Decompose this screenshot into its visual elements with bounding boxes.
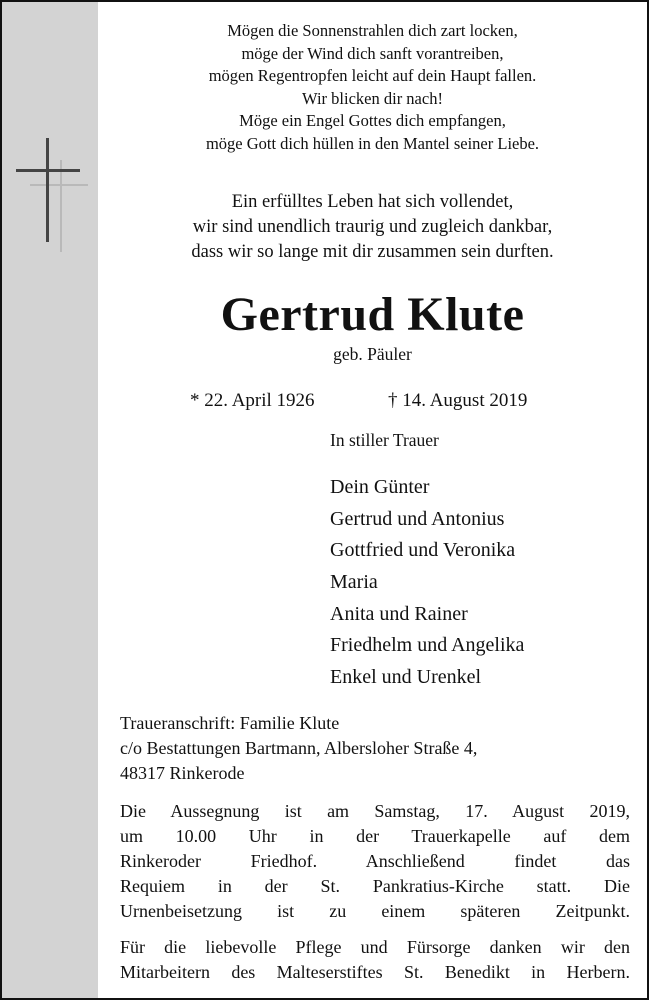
mourner: Friedhelm und Angelika <box>330 634 525 657</box>
service-line: um 10.00 Uhr in der Trauerkapelle auf dem <box>120 826 630 846</box>
mourners-list <box>330 472 524 694</box>
poem-line: Möge ein Engel Gottes dich empfangen, <box>239 111 506 130</box>
mourning-label: In stiller Trauer <box>330 430 439 450</box>
tribute-line: Ein erfülltes Leben hat sich vollendet, <box>231 192 514 212</box>
deceased-name: Gertrud Klute <box>220 288 525 341</box>
death-date: † 14. August 2019 <box>388 390 528 411</box>
service-line: Requiem in der St. Pankratius-Kirche statt. Die <box>120 876 630 896</box>
address-line: 48317 Rinkerode <box>120 763 245 783</box>
thanks-line: Mitarbeitern des Malteserstiftes St. Benedikt in Herbern. <box>120 962 630 982</box>
content-area <box>98 2 647 998</box>
service-line: Die Aussegnung ist am Samstag, 17. August 2019, <box>120 801 630 821</box>
mourner: Anita und Rainer <box>330 602 468 625</box>
mourner: Enkel und Urenkel <box>330 666 482 689</box>
mourner: Gertrud und Antonius <box>330 507 505 530</box>
mourning-address <box>120 711 477 786</box>
maiden-name: geb. Päuler <box>333 344 412 364</box>
thanks-note <box>120 935 630 985</box>
thanks-line: Für die liebevolle Pflege und Fürsorge danken wir den <box>120 937 630 957</box>
cross-icon <box>12 138 92 258</box>
tribute <box>98 190 647 265</box>
tribute-line: wir sind unendlich traurig und zugleich dankbar, <box>192 217 553 237</box>
poem <box>98 20 647 155</box>
birth-date: * 22. April 1926 <box>190 390 315 411</box>
poem-line: möge Gott dich hüllen in den Mantel seiner Liebe. <box>205 133 540 153</box>
address-line: Traueranschrift: Familie Klute <box>120 713 340 733</box>
tribute-line: dass wir so lange mit dir zusammen sein durften. <box>191 242 554 262</box>
service-line: Urnenbeisetzung ist zu einem späteren Zeitpunkt. <box>120 901 630 921</box>
poem-line: Mögen die Sonnenstrahlen dich zart locken, <box>227 21 518 40</box>
mourner: Dein Günter <box>330 476 430 498</box>
mourner: Maria <box>330 571 378 594</box>
service-info <box>120 799 630 924</box>
side-band <box>2 2 98 998</box>
address-line: c/o Bestattungen Bartmann, Albersloher Straße 4, <box>120 738 478 758</box>
mourner: Gottfried und Veronika <box>330 539 516 562</box>
poem-line: mögen Regentropfen leicht auf dein Haupt fallen. <box>208 66 537 85</box>
service-line: Rinkeroder Friedhof. Anschließend findet das <box>120 851 630 871</box>
poem-line: möge der Wind dich sanft vorantreiben, <box>241 43 504 63</box>
poem-line: Wir blicken dir nach! <box>302 88 443 108</box>
